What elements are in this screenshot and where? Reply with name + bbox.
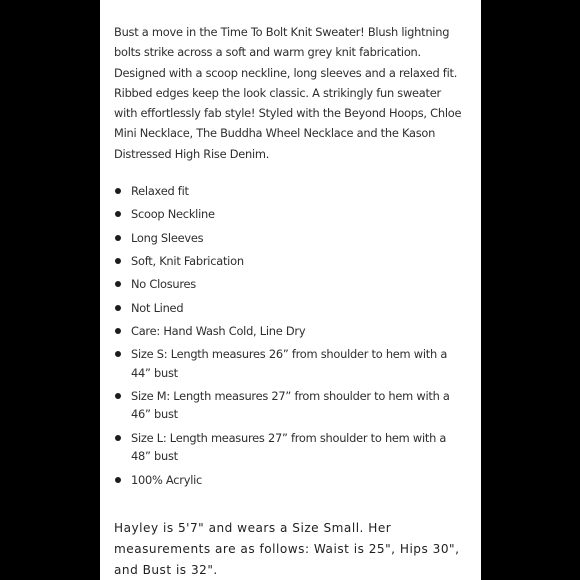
bullet-dot-icon [115, 328, 121, 334]
model-size-note: Hayley is 5'7" and wears a Size Small. Her measurements are as follows: Waist is 25", Hips 30", and Bust is 32". [114, 521, 460, 578]
feature-text: Size S: Length measures 26” from shoulder to hem with a 44” bust [131, 347, 448, 380]
feature-item [114, 322, 467, 341]
feature-item [114, 299, 467, 318]
feature-item [114, 387, 467, 424]
feature-item [114, 229, 467, 248]
bullet-dot-icon [115, 188, 121, 194]
bullet-dot-icon [115, 211, 121, 217]
product-description: Bust a move in the Time To Bolt Knit Sweater! Blush lightning bolts strike across a soft and warm grey knit fabrication. Designed with a scoop neckline, long sleeves and a relaxed fit. Ribbed edges keep the look classic. A strikingly fun sweater with effortlessly fab style! Styled with the Beyond Hoops, Chloe Mini Necklace, The Buddha Wheel Necklace and the Kason Distressed High Rise Denim. [114, 25, 462, 161]
feature-text: No Closures [131, 277, 196, 292]
feature-list [114, 182, 467, 489]
feature-item [114, 205, 467, 224]
feature-text: Relaxed fit [131, 184, 189, 199]
feature-text: Size M: Length measures 27” from shoulder to hem with a 46” bust [131, 388, 450, 422]
feature-text: Soft, Knit Fabrication [131, 253, 244, 268]
bullet-dot-icon [115, 435, 121, 441]
feature-text: Care: Hand Wash Cold, Line Dry [131, 323, 306, 338]
feature-text: 100% Acrylic [131, 472, 203, 487]
bullet-dot-icon [115, 258, 121, 264]
feature-item [114, 252, 467, 271]
bullet-dot-icon [115, 477, 121, 483]
feature-item [114, 345, 467, 382]
feature-text: Scoop Neckline [131, 207, 215, 222]
feature-text: Size L: Length measures 27” from shoulder to hem with a 48” bust [131, 430, 447, 464]
feature-item [114, 471, 467, 490]
product-details-panel [100, 0, 481, 580]
feature-text: Long Sleeves [131, 230, 204, 245]
bullet-dot-icon [115, 393, 121, 399]
feature-text: Not Lined [131, 300, 184, 315]
feature-item [114, 275, 467, 294]
feature-item [114, 429, 467, 466]
bullet-dot-icon [115, 281, 121, 287]
bullet-dot-icon [115, 305, 121, 311]
bullet-dot-icon [115, 235, 121, 241]
bullet-dot-icon [115, 351, 121, 357]
feature-item [114, 182, 467, 201]
